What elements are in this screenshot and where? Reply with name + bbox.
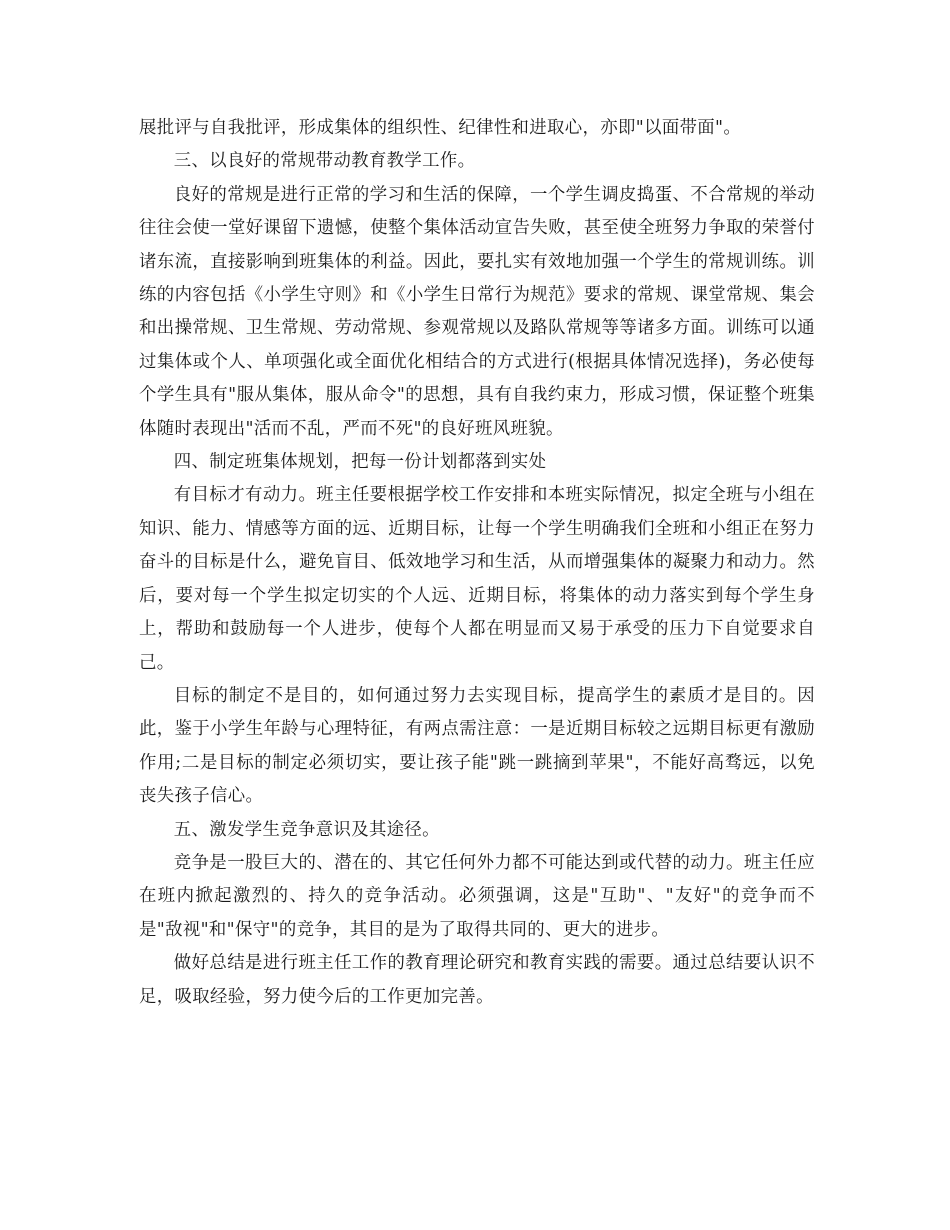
document-body <box>139 112 815 1014</box>
paragraph: 竞争是一股巨大的、潜在的、其它任何外力都不可能达到或代替的动力。班主任应在班内掀起激烈的、持久的竞争活动。必须强调，这是"互助"、"友好"的竞争而不是"敌视"和"保守"的竞争，其目的是为了取得共同的、更大的进步。 <box>139 852 815 940</box>
section-heading-4: 四、制定班集体规划，把每一份计划都落到实处 <box>173 452 547 473</box>
paragraph: 目标的制定不是目的，如何通过努力去实现目标，提高学生的素质才是目的。因此，鉴于小学生年龄与心理特征，有两点需注意：一是近期目标较之远期目标更有激励作用;二是目标的制定必须切实，要让孩子能"跳一跳摘到苹果"，不能好高骛远，以免丧失孩子信心。 <box>139 685 815 807</box>
section-heading-5: 五、激发学生竞争意识及其途径。 <box>173 819 440 840</box>
paragraph: 做好总结是进行班主任工作的教育理论研究和教育实践的需要。通过总结要认识不足，吸取经验，努力使今后的工作更加完善。 <box>139 953 815 1007</box>
paragraph: 良好的常规是进行正常的学习和生活的保障，一个学生调皮捣蛋、不合常规的举动往往会使一堂好课留下遗憾，使整个集体活动宣告失败，甚至使全班努力争取的荣誉付诸东流，直接影响到班集体的利益。因此，要扎实有效地加强一个学生的常规训练。训练的内容包括《小学生守则》和《小学生日常行为规范》要求的常规、课堂常规、集会和出操常规、卫生常规、劳动常规、参观常规以及路队常规等等诸多方面。训练可以通过集体或个人、单项强化或全面优化相结合的方式进行(根据具体情况选择)，务必使每个学生具有"服从集体，服从命令"的思想，具有自我约束力，形成习惯，保证整个班集体随时表现出"活而不乱，严而不死"的良好班风班貌。 <box>139 184 815 439</box>
paragraph: 有目标才有动力。班主任要根据学校工作安排和本班实际情况，拟定全班与小组在知识、能力、情感等方面的远、近期目标，让每一个学生明确我们全班和小组正在努力奋斗的目标是什么，避免盲目、低效地学习和生活，从而增强集体的凝聚力和动力。然后，要对每一个学生拟定切实的个人远、近期目标，将集体的动力落实到每个学生身上，帮助和鼓励每一个人进步，使每个人都在明显而又易于承受的压力下自觉要求自己。 <box>139 485 815 673</box>
section-heading-3: 三、以良好的常规带动教育教学工作。 <box>173 151 476 172</box>
paragraph-continuation: 展批评与自我批评，形成集体的组织性、纪律性和进取心，亦即"以面带面"。 <box>139 118 742 138</box>
